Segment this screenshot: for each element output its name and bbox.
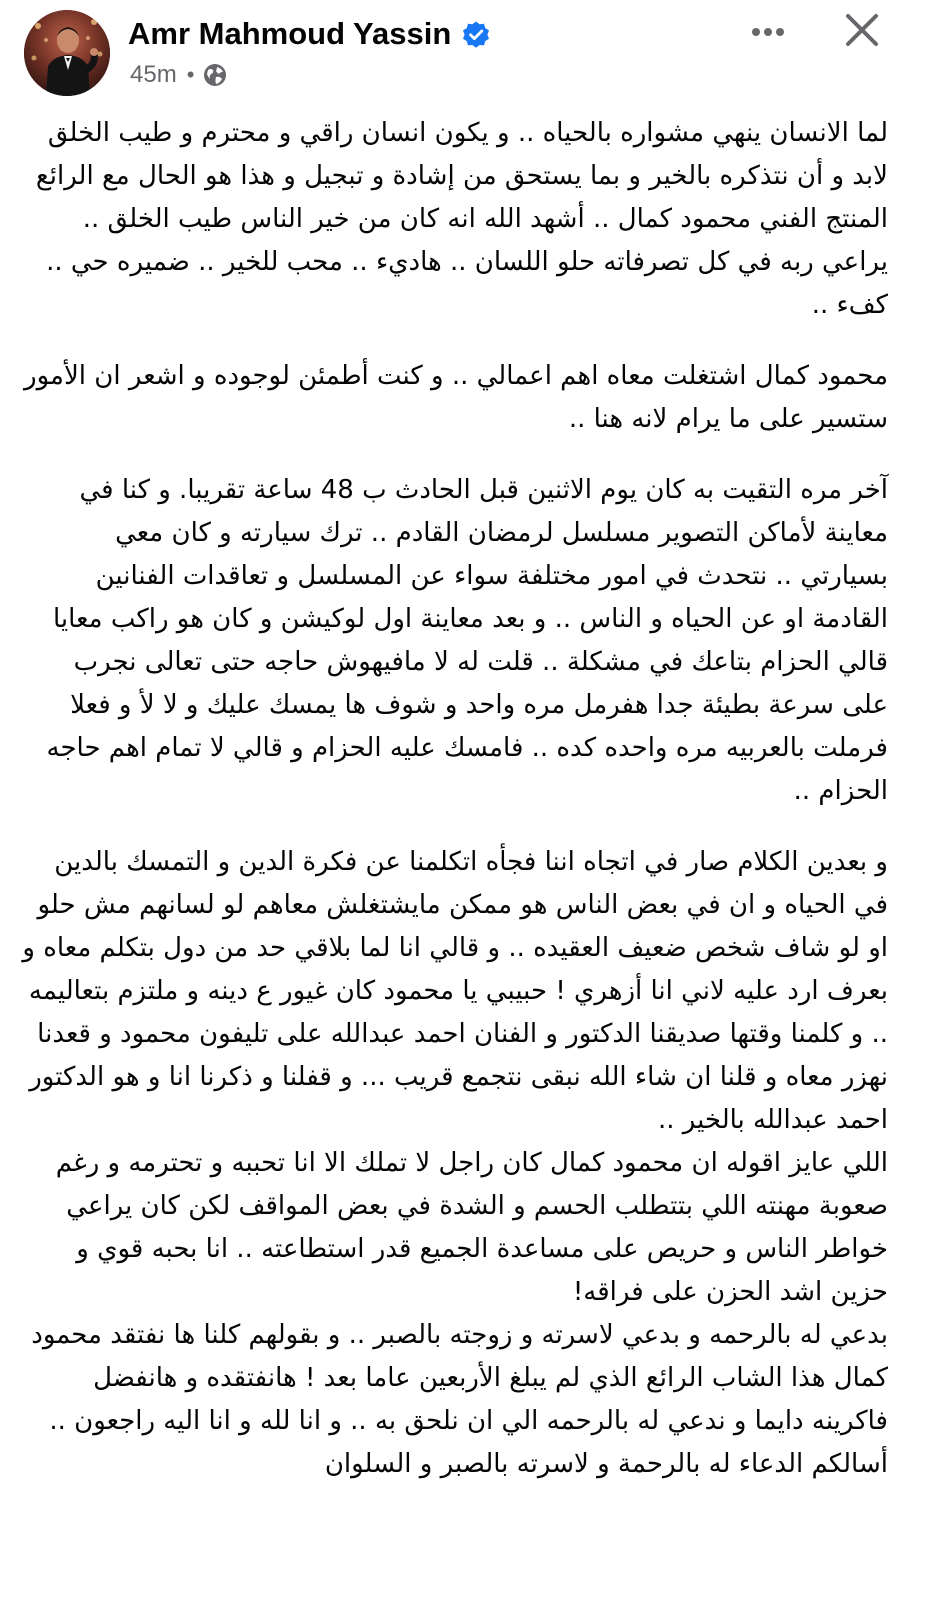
author-name[interactable]: Amr Mahmoud Yassin [128,16,452,51]
verified-badge-icon [461,20,491,50]
avatar-photo [24,10,110,96]
post-meta [130,58,228,92]
globe-icon[interactable] [202,62,228,88]
post-body [22,112,888,1486]
post-paragraph: اللي عايز اقوله ان محمود كمال كان راجل لا تملك الا انا تحببه و تحترمه و رغم صعوبة مهنته اللي بتتطلب الحسم و الشدة في بعض المواقف لكن كان يراعي خواطر الناس و حريص على مساعدة الجميع قدر استطاعته .. انا بحبه قوي و حزين اشد الحزن على فراقه! [55,1148,888,1307]
close-icon[interactable] [836,8,888,56]
post-paragraph: آخر مره التقيت به كان يوم الاثنين قبل الحادث ب 48 ساعة تقريبا. و كنا في معاينة لأماكن التصوير مسلسل لرمضان القادم .. ترك سيارته و كان معي بسيارتي .. نتحدث في امور مختلفة سواء عن المسلسل و تعاقدات الفنانين القادمة او عن الحياه و الناس .. و بعد معاينة اول لوكيشن و كان هو راكب معايا قالي الحزام بتاعك في مشكلة .. قلت له لا مافيهوش حاجه حتى تعالى نجرب على سرعة بطيئة جدا هفرمل مره واحد و شوف ها يمسك عليك و لا لأ و فعلا فرملت بالعربيه مره واحده كده .. فامسك عليه الحزام و قالي لا تمام اهم حاجه الحزام .. [46,475,888,806]
post-paragraph: لما الانسان ينهي مشواره بالحياه .. و يكون انسان راقي و محترم و طيب الخلق لابد و أن نتذكره بالخير و بما يستحق من إشادة و تبجيل و هذا هو الحال مع الرائع المنتج الفني محمود كمال .. أشهد الله انه كان من خير الناس طيب الخلق .. يراعي ربه في كل تصرفاته حلو اللسان .. هاديء .. محب للخير .. ضميره حي .. كفء .. [35,118,888,320]
post-header [0,0,929,110]
post-paragraph: محمود كمال اشتغلت معاه اهم اعمالي .. و كنت أطمئن لوجوده و اشعر ان الأمور ستسير على ما يرام لانه هنا .. [24,361,888,434]
avatar[interactable] [24,10,110,96]
more-options-icon[interactable] [742,14,794,50]
post-paragraph: بدعي له بالرحمه و بدعي لاسرته و زوجته بالصبر .. و بقولهم كلنا ها نفتقد محمود كمال هذا الشاب الرائع الذي لم يبلغ الأربعين عاما بعد ! هانفتقده و هانفضل فاكرينه دايما و ندعي له بالرحمه الي ان نلحق به .. و انا لله و انا اليه راجعون .. أسالكم الدعاء له بالرحمة و لاسرته بالصبر و السلوان [31,1320,888,1479]
post-paragraph: و بعدين الكلام صار في اتجاه اننا فجأه اتكلمنا عن فكرة الدين و التمسك بالدين في الحياه و ان في بعض الناس هو ممكن مايشتغلش معاهم لو لسانهم مش حلو او لو شاف شخص ضعيف العقيده .. و قالي انا لما بلاقي حد من دول بتكلم معاه و بعرف ارد عليه لاني انا أزهري ! حبيبي يا محمود كان غيور ع دينه و ملتزم بتعاليمه .. و كلمنا وقتها صديقنا الدكتور و الفنان احمد عبدالله على تليفون محمود و قعدنا نهزر معاه و قلنا ان شاء الله نبقى نتجمع قريب ... و قفلنا و ذكرنا انا و هو الدكتور احمد عبدالله بالخير .. [22,847,888,1135]
meta-separator: • [186,62,195,87]
post-time[interactable]: 45m [130,61,177,88]
